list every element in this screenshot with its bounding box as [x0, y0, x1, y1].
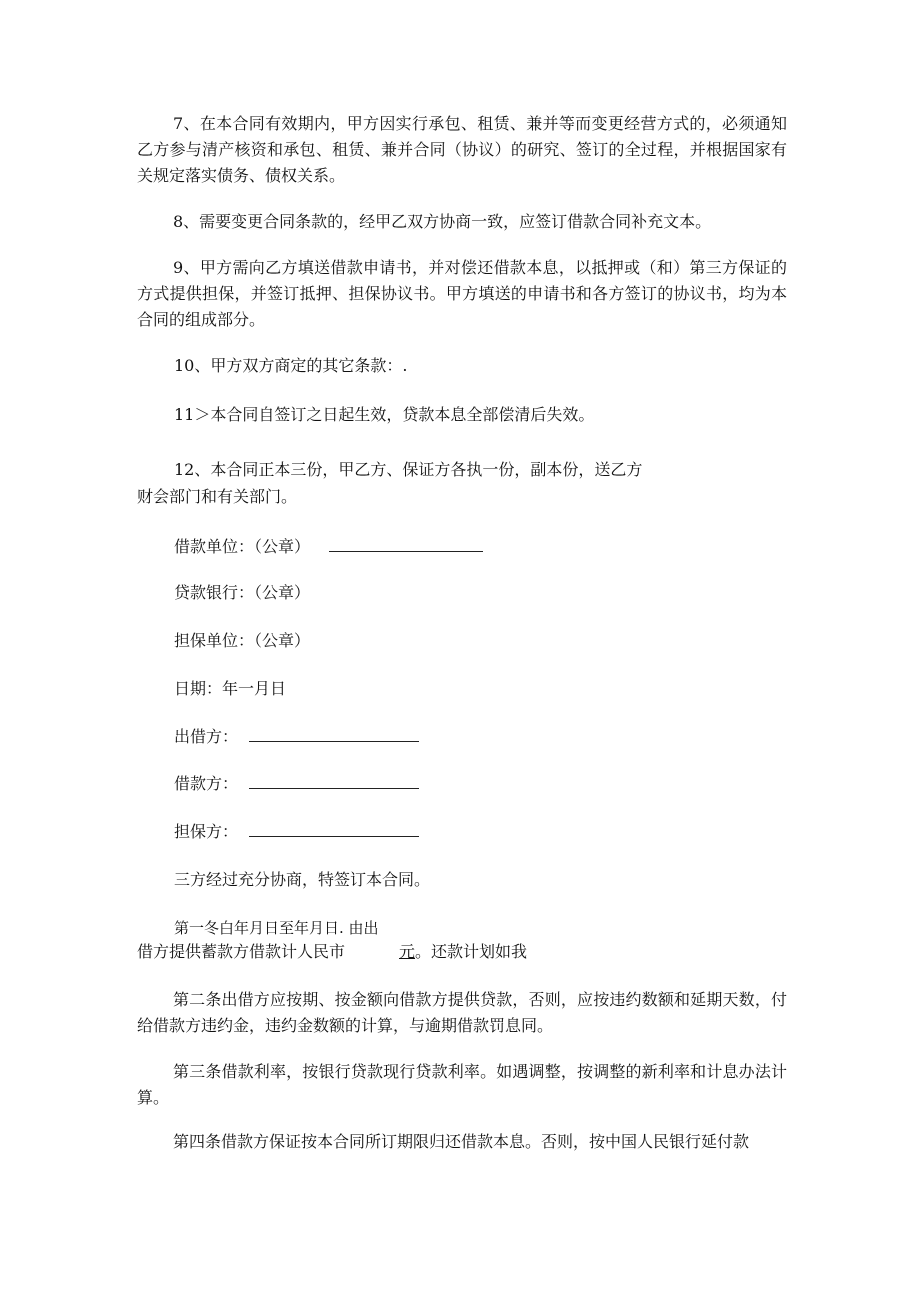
lender-row — [174, 725, 419, 749]
borrower-unit-row — [174, 535, 483, 559]
lender-signature-line[interactable] — [249, 725, 419, 742]
guarantor-signature-line[interactable] — [249, 820, 419, 837]
borrower-signature-line[interactable] — [249, 772, 419, 789]
borrower-unit-label: 借款单位：（公章） — [174, 537, 311, 556]
article-3: 第三条借款利率，按银行贷款现行贷款利率。如遇调整，按调整的新利率和计息办法计算。 — [137, 1062, 787, 1107]
borrower-label: 借款方： — [174, 774, 239, 793]
clause-11: 11＞本合同自签订之日起生效，贷款本息全部偿清后失效。 — [174, 405, 595, 424]
guarantor-label: 担保方： — [174, 822, 239, 841]
article-1-plan-text: 。还款计划如我 — [415, 942, 528, 961]
intro-statement: 三方经过充分协商，特签订本合同。 — [174, 870, 431, 889]
borrower-row — [174, 772, 419, 796]
clause-12-line1: 12、本合同正本三份，甲乙方、保证方各执一份，副本份，送乙方 — [174, 460, 643, 479]
clause-12-line2: 财会部门和有关部门。 — [137, 487, 298, 506]
clause-9: 9、甲方需向乙方填送借款申请书，并对偿还借款本息，以抵押或（和）第三方保证的方式提供担保，并签订抵押、担保协议书。甲方填送的申请书和各方签订的协议书，均为本合同的组成部分。 — [137, 258, 787, 329]
clause-7: 7、在本合同有效期内，甲方因实行承包、租赁、兼并等而变更经营方式的，必须通知乙方参与清产核资和承包、租赁、兼并合同（协议）的研究、签订的全过程，并根据国家有关规定落实债务、债权关系。 — [137, 114, 787, 185]
clause-8: 8、需要变更合同条款的，经甲乙双方协商一致，应签订借款合同补充文本。 — [173, 212, 712, 231]
borrower-unit-seal-line[interactable] — [329, 535, 483, 552]
clause-10: 10、甲方双方商定的其它条款：. — [174, 356, 408, 375]
article-2: 第二条出借方应按期、按金额向借款方提供贷款，否则，应按违约数额和延期天数，付给借款方违约金，违约金数额的计算，与逾期借款罚息同。 — [137, 990, 787, 1035]
article-1-line2 — [137, 940, 527, 964]
article-4: 第四条借款方保证按本合同所订期限归还借款本息。否则，按中国人民银行延付款 — [173, 1132, 750, 1151]
lender-label: 出借方： — [174, 727, 239, 746]
guarantor-unit-label: 担保单位：（公章） — [174, 631, 311, 650]
article-1-unit: 元 — [399, 942, 416, 961]
article-1-line1: 第一冬白年月日至年月日. 由出 — [174, 919, 379, 937]
guarantor-row — [174, 820, 419, 844]
article-1-amount-text: 借方提供蓄款方借款计人民市 — [137, 942, 346, 961]
lending-bank-label: 贷款银行：（公章） — [174, 583, 311, 602]
date-label: 日期：年一月日 — [174, 679, 287, 698]
